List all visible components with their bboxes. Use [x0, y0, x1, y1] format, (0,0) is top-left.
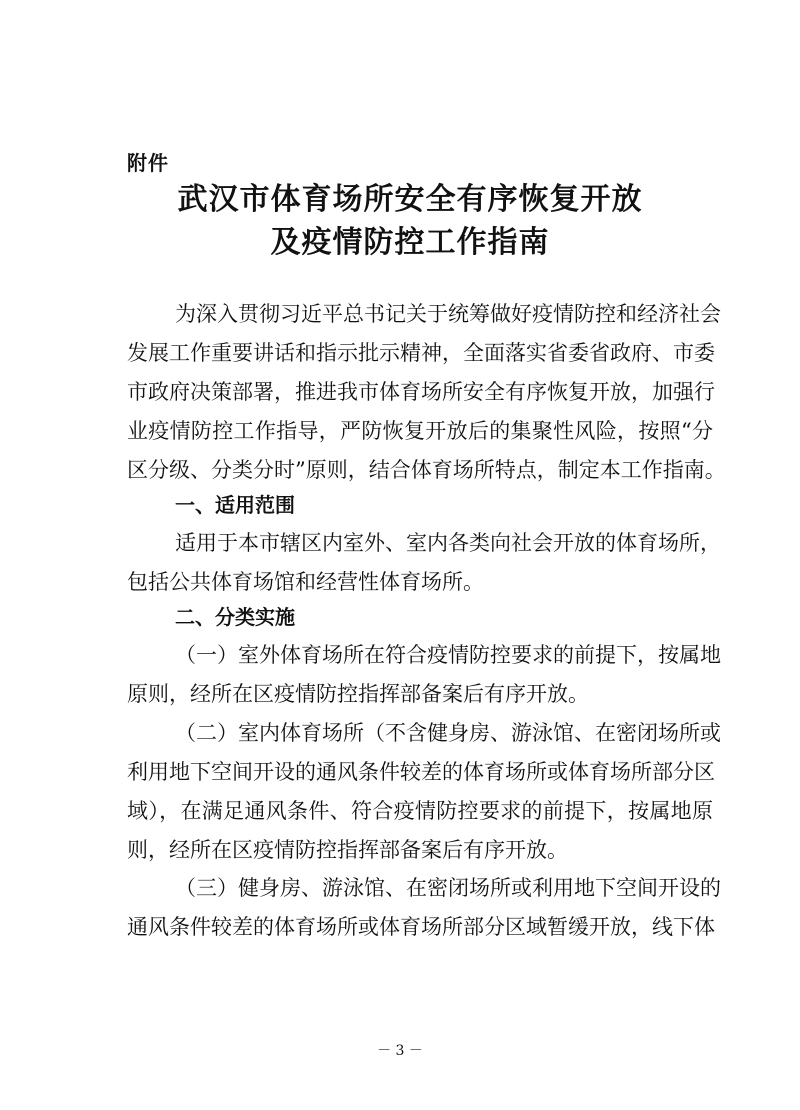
item2-line: 利用地下空间开设的通风条件较差的体育场所或体育场所部分区	[127, 760, 715, 784]
page-number: － 3 －	[377, 1043, 423, 1059]
intro-line: 为深入贯彻习近平总书记关于统筹做好疫情防控和经济社会	[175, 302, 721, 326]
item1-line: 原则，经所在区疫情防控指挥部备案后有序开放。	[127, 682, 589, 706]
intro-line: 市政府决策部署，推进我市体育场所安全有序恢复开放，加强行	[127, 380, 715, 404]
document-title-line-1: 武汉市体育场所安全有序恢复开放	[177, 182, 643, 217]
document-title-line-2: 及疫情防控工作指南	[270, 225, 550, 260]
section1-line: 适用于本市辖区内室外、室内各类向社会开放的体育场所，	[175, 531, 721, 555]
intro-line: 发展工作重要讲话和指示批示精神，全面落实省委省政府、市委	[127, 341, 715, 365]
item1-line: （一）室外体育场所在符合疫情防控要求的前提下，按属地	[175, 643, 721, 667]
section-heading-scope: 一、适用范围	[175, 493, 295, 517]
item2-line: 域），在满足通风条件、符合疫情防控要求的前提下，按属地原	[127, 799, 713, 823]
intro-line: 区分级、分类分时”原则，结合体育场所特点，制定本工作指南。	[127, 458, 726, 482]
item3-line: 通风条件较差的体育场所或体育场所部分区域暂缓开放，线下体	[127, 915, 715, 939]
item2-line: （二）室内体育场所（不含健身房、游泳馆、在密闭场所或	[175, 721, 721, 745]
intro-line: 业疫情防控工作指导，严防恢复开放后的集聚性风险，按照“分	[127, 419, 713, 443]
attachment-label: 附件	[127, 151, 169, 175]
item2-line: 则，经所在区疫情防控指挥部备案后有序开放。	[127, 838, 568, 862]
item3-line: （三）健身房、游泳馆、在密闭场所或利用地下空间开设的	[175, 876, 721, 900]
section-heading-classification: 二、分类实施	[175, 605, 295, 629]
section1-line: 包括公共体育场馆和经营性体育场所。	[127, 570, 484, 594]
